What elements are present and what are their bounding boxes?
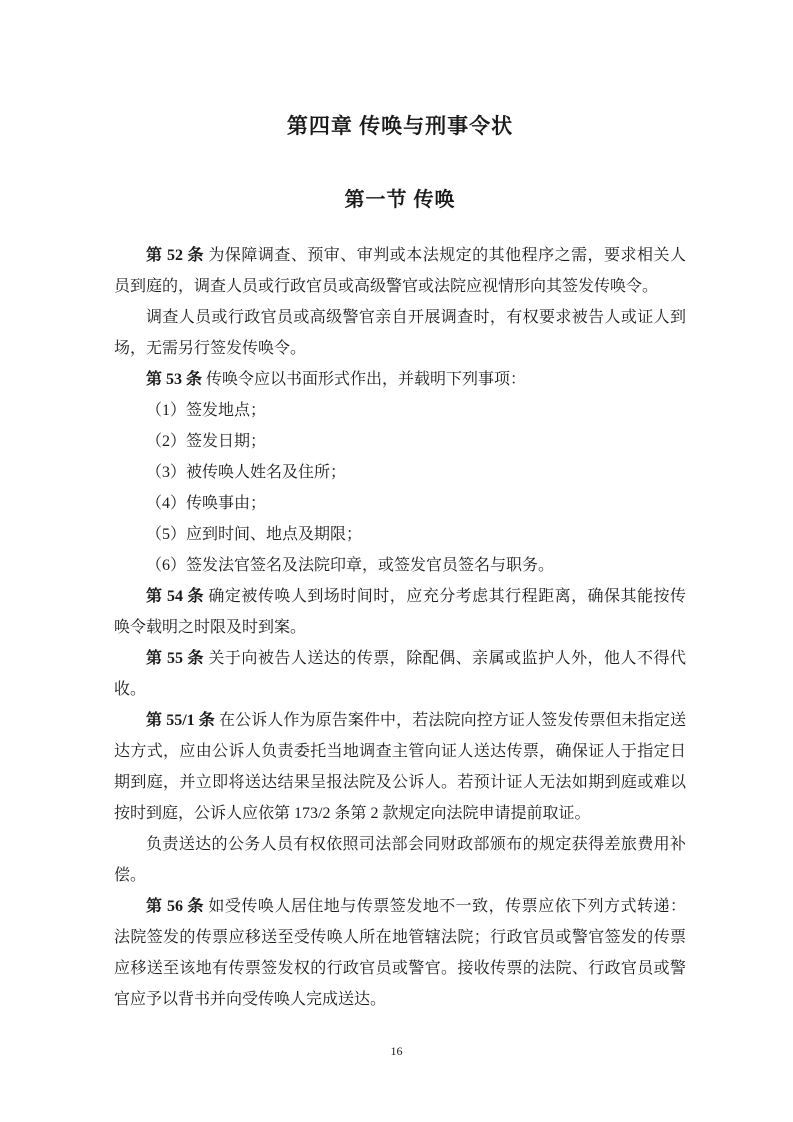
paragraph-text: 在公诉人作为原告案件中，若法院向控方证人签发传票但未指定送达方式，应由公诉人负责委托当地调查主管向证人送达传票，确保证人于指定日期到庭，并立即将送达结果呈报法院及公诉人。若预计证人无法如期到庭或难以按时到庭，公诉人应依第 173/2 条第 2 款规定向法院申请提前取证。 xyxy=(114,712,686,822)
paragraph-text: 为保障调查、预审、审判或本法规定的其他程序之需，要求相关人员到庭的，调查人员或行政官员或高级警官或法院应视情形向其签发传唤令。 xyxy=(114,247,686,295)
paragraph-text: 传唤令应以书面形式作出，并载明下列事项： xyxy=(206,371,527,388)
paragraph-text: （2）签发日期； xyxy=(146,433,267,450)
article-number: 第 55 条 xyxy=(146,650,209,667)
paragraph-text: （6）签发法官签名及法院印章，或签发官员签名与职务。 xyxy=(146,557,555,574)
paragraph xyxy=(114,364,686,395)
chapter-title: 第四章 传唤与刑事令状 xyxy=(286,114,514,138)
paragraph-text: （1）签发地点； xyxy=(146,402,267,419)
paragraph xyxy=(114,488,686,519)
paragraph xyxy=(114,643,686,705)
document-body xyxy=(114,240,686,1015)
paragraph xyxy=(114,581,686,643)
paragraph-text: 如受传唤人居住地与传票签发地不一致，传票应依下列方式转递：法院签发的传票应移送至受传唤人所在地管辖法院；行政官员或警官签发的传票应移送至该地有传票签发权的行政官员或警官。接收传票的法院、行政官员或警官应予以背书并向受传唤人完成送达。 xyxy=(114,898,686,1008)
paragraph xyxy=(114,457,686,488)
paragraph xyxy=(114,705,686,829)
paragraph-text: （3）被传唤人姓名及住所； xyxy=(146,464,347,481)
paragraph xyxy=(114,302,686,364)
paragraph xyxy=(114,395,686,426)
paragraph xyxy=(114,240,686,302)
paragraph-text: （4）传唤事由； xyxy=(146,495,267,512)
article-number: 第 52 条 xyxy=(146,247,209,264)
article-number: 第 54 条 xyxy=(146,588,209,605)
paragraph xyxy=(114,519,686,550)
section-title: 第一节 传唤 xyxy=(344,189,456,211)
paragraph-text: 关于向被告人送达的传票，除配偶、亲属或监护人外，他人不得代收。 xyxy=(114,650,686,698)
paragraph-text: 负责送达的公务人员有权依照司法部会同财政部颁布的规定获得差旅费用补偿。 xyxy=(114,836,686,884)
paragraph xyxy=(114,829,686,891)
paragraph xyxy=(114,891,686,1015)
paragraph xyxy=(114,550,686,581)
article-number: 第 53 条 xyxy=(146,371,207,388)
article-number: 第 56 条 xyxy=(146,898,209,915)
page-number: 16 xyxy=(390,1044,403,1058)
article-number: 第 55/1 条 xyxy=(146,712,219,729)
paragraph xyxy=(114,426,686,457)
page-footer xyxy=(0,1044,793,1058)
paragraph-text: （5）应到时间、地点及期限； xyxy=(146,526,363,543)
paragraph-text: 调查人员或行政官员或高级警官亲自开展调查时，有权要求被告人或证人到场，无需另行签发传唤令。 xyxy=(114,309,686,357)
document-content xyxy=(114,112,686,1015)
paragraph-text: 确定被传唤人到场时间时，应充分考虑其行程距离，确保其能按传唤令载明之时限及时到案。 xyxy=(114,588,686,636)
